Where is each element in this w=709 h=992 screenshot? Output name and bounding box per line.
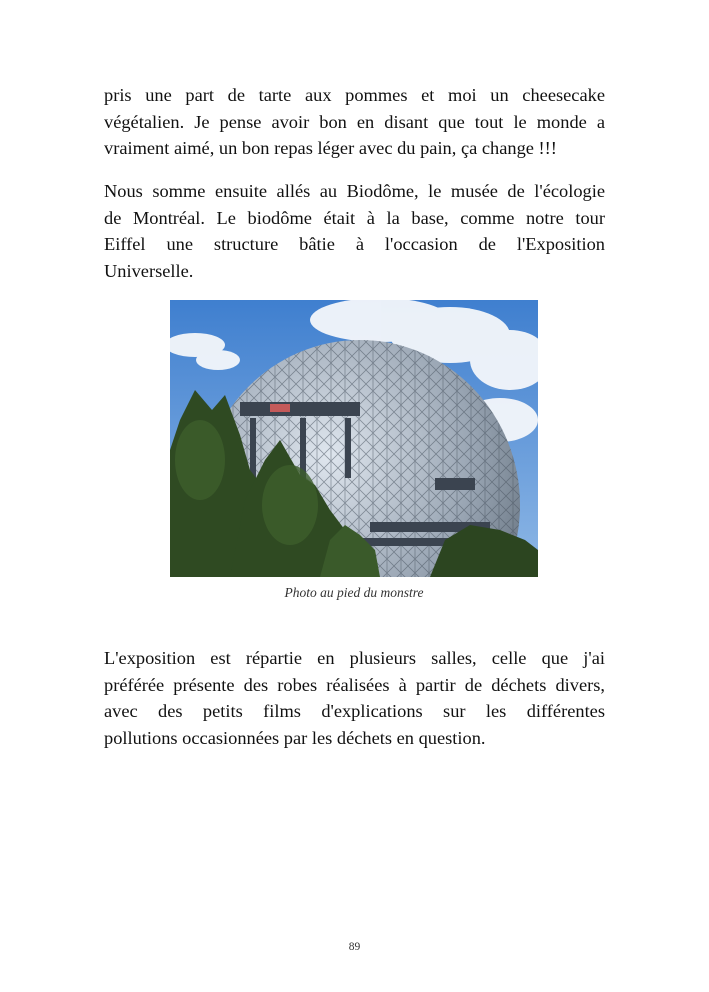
paragraph-biodome xyxy=(104,178,605,284)
figure-caption: Photo au pied du monstre xyxy=(284,585,424,600)
text-line: vraiment aimé, un bon repas léger avec du pain, ça change !!! xyxy=(104,138,557,158)
text-line: préférée présente des robes réalisées à partir de déchets divers, xyxy=(104,674,605,695)
page-number: 89 xyxy=(348,941,361,953)
text-line: de Montréal. Le biodôme était à la base, comme notre tour xyxy=(104,207,605,228)
text-line: Nous somme ensuite allés au Biodôme, le musée de l'écologie xyxy=(104,181,605,201)
text-line: végétalien. Je pense avoir bon en disant que tout le monde a xyxy=(104,111,605,132)
text-line: Eiffel une structure bâtie à l'occasion de l'Exposition xyxy=(104,234,605,254)
text-line: avec des petits films d'explications sur les différentes xyxy=(104,701,605,721)
paragraph-lunch xyxy=(104,82,605,162)
biodome-photo xyxy=(170,300,538,577)
text-line: pollutions occasionnées par les déchets en question. xyxy=(104,727,486,748)
text-line: L'exposition est répartie en plusieurs salles, celle que j'ai xyxy=(104,648,605,668)
geodesic-dome-photo-icon xyxy=(170,300,538,577)
text-line: Universelle. xyxy=(104,260,194,281)
text-line: pris une part de tarte aux pommes et moi un cheesecake xyxy=(104,85,605,105)
paragraph-exposition xyxy=(104,645,605,751)
